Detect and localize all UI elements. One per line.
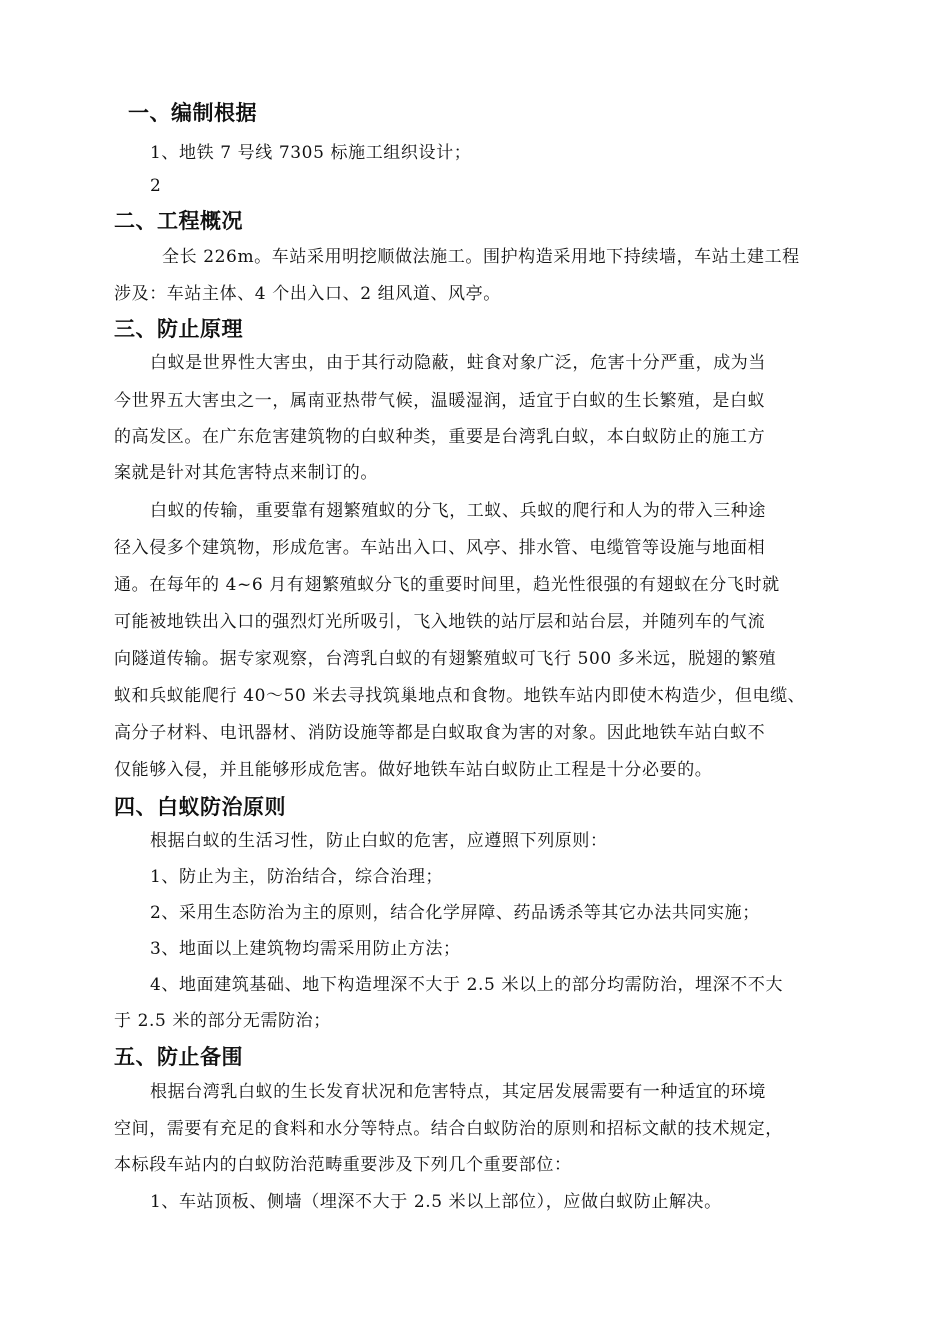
paragraph-line: 本标段车站内的白蚁防治范畴重要涉及下列几个重要部位：: [114, 1155, 572, 1175]
paragraph-line: 1、车站顶板、侧墙（埋深不大于 2.5 米以上部位），应做白蚁防止解决。: [150, 1192, 722, 1212]
paragraph-line: 根据白蚁的生活习性，防止白蚁的危害，应遵照下列原则：: [150, 831, 608, 851]
paragraph-line: 今世界五大害虫之一，属南亚热带气候，温暖湿润，适宜于白蚁的生长繁殖，是白蚁: [114, 391, 766, 411]
paragraph-line: 仅能够入侵，并且能够形成危害。做好地铁车站白蚁防止工程是十分必要的。: [114, 760, 713, 780]
paragraph-line: 的高发区。在广东危害建筑物的白蚁种类，重要是台湾乳白蚁，本白蚁防止的施工方: [114, 427, 766, 447]
paragraph-line: 于 2.5 米的部分无需防治；: [114, 1011, 331, 1031]
paragraph-line: 蚁和兵蚁能爬行 40～50 米去寻找筑巢地点和食物。地铁车站内即使木构造少，但电缆、: [114, 686, 806, 706]
section-heading: 二、工程概况: [114, 209, 243, 233]
paragraph-line: 1、地铁 7 号线 7305 标施工组织设计；: [150, 143, 472, 163]
paragraph-line: 根据台湾乳白蚁的生长发育状况和危害特点，其定居发展需要有一种适宜的环境: [150, 1082, 766, 1102]
paragraph-line: 全长 226m。车站采用明挖顺做法施工。围护构造采用地下持续墙，车站土建工程: [162, 247, 800, 267]
paragraph-line: 2: [150, 176, 162, 196]
paragraph-line: 径入侵多个建筑物，形成危害。车站出入口、风亭、排水管、电缆管等设施与地面相: [114, 538, 766, 558]
paragraph-line: 空间，需要有充足的食料和水分等特点。结合白蚁防治的原则和招标文献的技术规定，: [114, 1119, 783, 1139]
section-heading: 四、白蚁防治原则: [114, 795, 286, 819]
section-heading: 五、防止备围: [114, 1045, 243, 1069]
paragraph-line: 白蚁是世界性大害虫，由于其行动隐蔽，蛀食对象广泛，危害十分严重，成为当: [150, 353, 766, 373]
section-heading: 一、编制根据: [128, 101, 257, 125]
paragraph-line: 4、地面建筑基础、地下构造埋深不大于 2.5 米以上的部分均需防治，埋深不不大: [150, 975, 784, 995]
section-heading: 三、防止原理: [114, 317, 243, 341]
paragraph-line: 3、地面以上建筑物均需采用防止方法；: [150, 939, 461, 959]
paragraph-line: 向隧道传输。据专家观察，台湾乳白蚁的有翅繁殖蚁可飞行 500 多米远，脱翅的繁殖: [114, 649, 777, 669]
paragraph-line: 涉及：车站主体、4 个出入口、2 组风道、风亭。: [114, 284, 501, 304]
paragraph-line: 2、采用生态防治为主的原则，结合化学屏障、药品诱杀等其它办法共同实施；: [150, 903, 760, 923]
paragraph-line: 1、防止为主，防治结合，综合治理；: [150, 867, 444, 887]
paragraph-line: 可能被地铁出入口的强烈灯光所吸引，飞入地铁的站厅层和站台层，并随列车的气流: [114, 612, 766, 632]
paragraph-line: 案就是针对其危害特点来制订的。: [114, 463, 378, 483]
paragraph-line: 白蚁的传输，重要靠有翅繁殖蚁的分飞，工蚁、兵蚁的爬行和人为的带入三种途: [150, 501, 766, 521]
paragraph-line: 通。在每年的 4~6 月有翅繁殖蚁分飞的重要时间里，趋光性很强的有翅蚁在分飞时就: [114, 575, 780, 595]
paragraph-line: 高分子材料、电讯器材、消防设施等都是白蚁取食为害的对象。因此地铁车站白蚁不: [114, 723, 766, 743]
